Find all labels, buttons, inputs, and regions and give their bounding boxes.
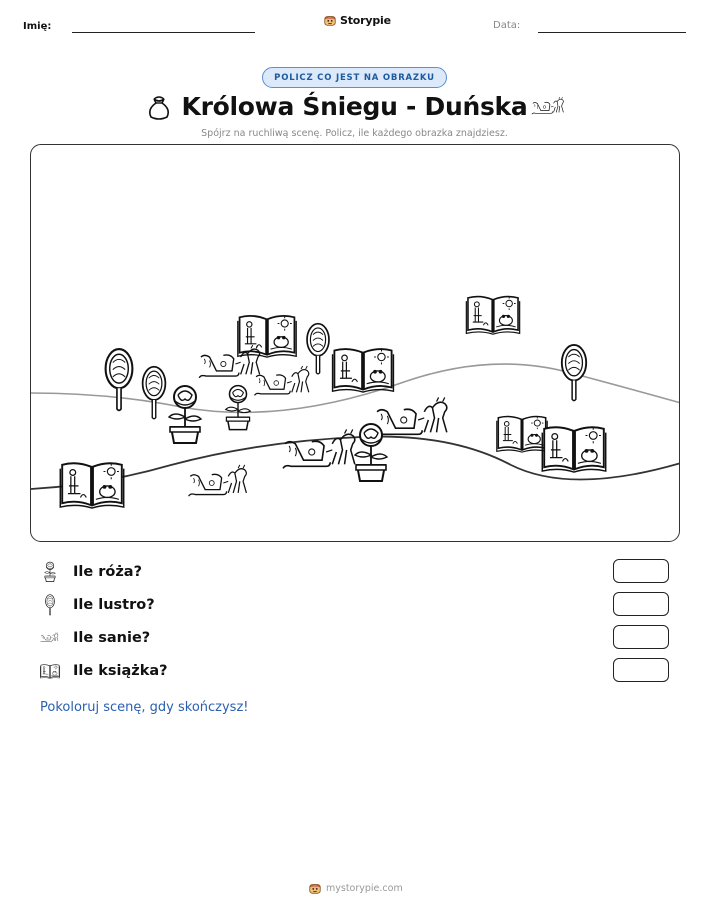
date-label: Data: [493,20,521,31]
question-book [40,660,168,682]
book [541,423,607,473]
question-label: Ile lustro? [73,597,155,613]
hand-mirror [557,343,591,403]
date-line[interactable] [538,32,686,33]
potted-rose [221,381,255,435]
book [465,293,521,335]
question-sleigh [40,627,150,649]
question-mirror [40,594,155,616]
potted-rose [349,419,393,487]
name-label: Imię: [23,21,52,32]
pie-mascot-icon [323,13,337,27]
pie-mascot-icon [308,881,322,895]
page-title: Królowa Śniegu - Duńska [181,92,528,121]
book-icon [40,660,60,682]
book [331,345,395,393]
task-badge: POLICZ CO JEST NA OBRAZKU [262,67,447,88]
footer [308,881,403,895]
footer-url: mystorypie.com [326,882,403,894]
counting-scene [30,144,680,542]
sleigh [187,463,253,503]
sleigh-icon [531,96,567,118]
brand-name: Storypie [340,13,391,27]
question-rose [40,561,142,583]
book [59,459,125,509]
rose-pot-icon [40,561,60,583]
question-label: Ile książka? [73,663,168,679]
brand-logo [323,13,391,27]
question-label: Ile sanie? [73,630,151,646]
answer-box-rose[interactable] [613,559,669,583]
coloring-instruction: Pokoloruj scenę, gdy skończysz! [40,700,249,715]
sleigh-icon [40,627,60,649]
hand-mirror [101,347,137,413]
sleigh [253,365,315,401]
page-subtitle: Spójrz na ruchliwą scenę. Policz, ile każdego obrazka znajdziesz. [201,128,508,139]
potted-rose [163,382,207,448]
answer-box-sleigh[interactable] [613,625,669,649]
hand-mirror-icon [40,594,60,616]
question-label: Ile róża? [73,564,142,580]
answer-box-mirror[interactable] [613,592,669,616]
answer-box-book[interactable] [613,658,669,682]
name-line[interactable] [72,32,255,33]
